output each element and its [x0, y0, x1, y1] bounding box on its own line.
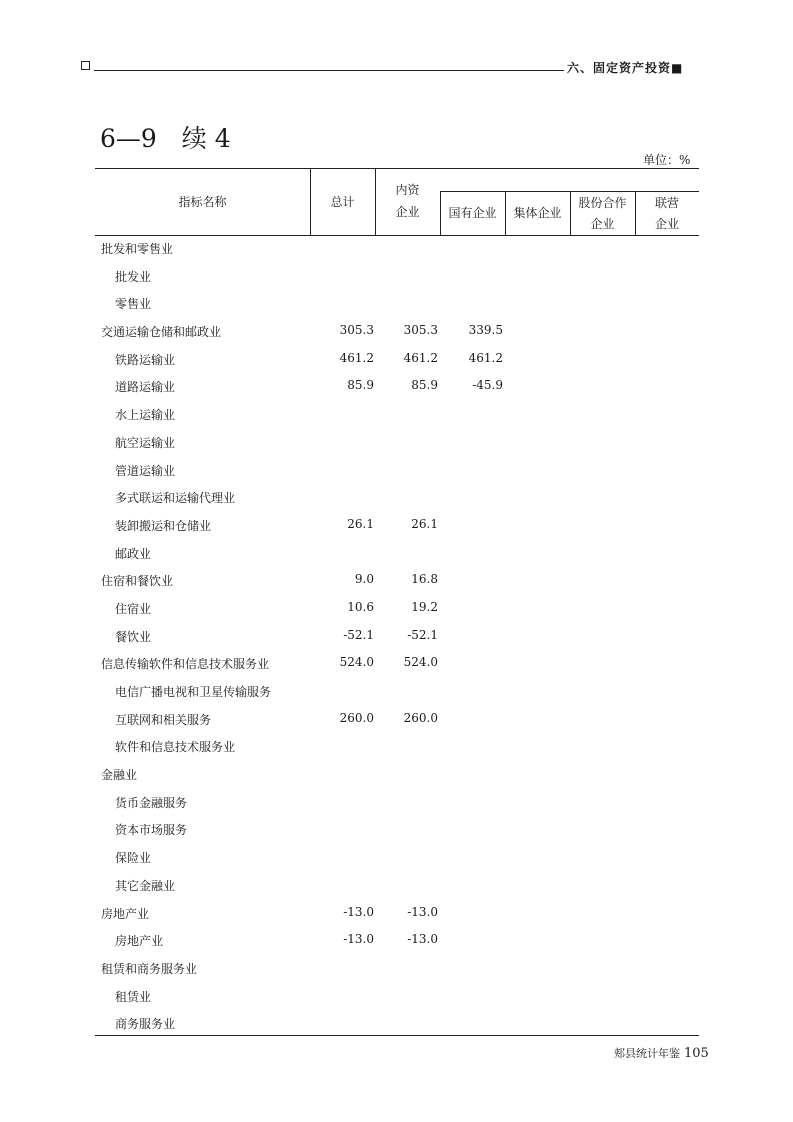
table-row: [0, 264, 793, 292]
cell-value: -13.0: [343, 932, 374, 947]
cell-value: 19.2: [411, 599, 438, 614]
cell-value: 524.0: [403, 655, 438, 670]
row-label: 互联网和相关服务: [115, 712, 212, 727]
running-header: 六、固定资产投资■: [567, 61, 684, 75]
table-row: [0, 817, 793, 845]
table-row: [0, 291, 793, 319]
col-header-state: 国有企业: [448, 206, 497, 220]
row-label: 软件和信息技术服务业: [115, 740, 236, 755]
cell-value: 26.1: [411, 516, 438, 531]
cell-value: -13.0: [407, 904, 438, 919]
table-row: [0, 430, 793, 458]
footer-book-name: 郏县统计年鉴: [614, 1047, 680, 1060]
col-header-total: 总计: [330, 195, 355, 209]
col-header-joint-venture-line1: 联营: [654, 196, 679, 210]
table-row: [0, 790, 793, 818]
col-header-joint-venture-line2: 企业: [654, 217, 679, 231]
table-row: [0, 762, 793, 790]
row-label: 铁路运输业: [115, 352, 176, 367]
row-label: 其它金融业: [115, 878, 176, 893]
table-body: [0, 236, 793, 1039]
row-label: 批发业: [115, 269, 152, 284]
cell-value: 524.0: [339, 655, 374, 670]
row-label: 邮政业: [115, 546, 152, 561]
row-label: 装卸搬运和仓储业: [115, 518, 212, 533]
row-label: 住宿业: [115, 601, 152, 616]
cell-value: 10.6: [347, 599, 374, 614]
table-row: [0, 236, 793, 264]
table-row: [0, 901, 793, 929]
row-label: 货币金融服务: [115, 795, 188, 810]
table-row: [0, 734, 793, 762]
row-label: 餐饮业: [115, 629, 152, 644]
row-label: 航空运输业: [115, 435, 176, 450]
cell-value: -13.0: [407, 932, 438, 947]
table-row: [0, 679, 793, 707]
row-label: 金融业: [101, 768, 138, 783]
cell-value: 461.2: [468, 350, 503, 365]
row-label: 信息传输软件和信息技术服务业: [101, 657, 270, 672]
table-row: [0, 873, 793, 901]
row-label: 租赁和商务服务业: [101, 961, 198, 976]
cell-value: -52.1: [407, 627, 438, 642]
col-header-joint-stock-line2: 企业: [590, 217, 615, 231]
col-header-collective: 集体企业: [513, 206, 562, 220]
header-rule: [94, 70, 564, 71]
row-label: 房地产业: [115, 934, 164, 949]
table-row: [0, 956, 793, 984]
cell-value: 26.1: [347, 516, 374, 531]
row-label: 道路运输业: [115, 380, 176, 395]
cell-value: 16.8: [411, 572, 438, 587]
table-row: [0, 928, 793, 956]
table-row: [0, 513, 793, 541]
cell-value: -13.0: [343, 904, 374, 919]
col-header-name: 指标名称: [178, 195, 227, 209]
table-title: 6—9 续 4: [100, 124, 231, 153]
row-label: 交通运输仓储和邮政业: [101, 325, 222, 340]
table-row: [0, 707, 793, 735]
cell-value: 339.5: [468, 323, 503, 338]
page-number: 105: [684, 1046, 709, 1061]
table-row: [0, 541, 793, 569]
row-label: 电信广播电视和卫星传输服务: [115, 685, 272, 699]
table-row: [0, 402, 793, 430]
cell-value: 305.3: [339, 323, 374, 338]
row-label: 管道运输业: [115, 463, 176, 478]
table-bottom-rule: [95, 1035, 699, 1036]
table-row: [0, 624, 793, 652]
row-label: 多式联运和运输代理业: [115, 491, 236, 506]
table-row: [0, 984, 793, 1012]
table-row: [0, 596, 793, 624]
cell-value: 260.0: [339, 710, 374, 725]
table-row: [0, 485, 793, 513]
cell-value: 9.0: [354, 572, 374, 587]
table-row: [0, 374, 793, 402]
row-label: 住宿和餐饮业: [101, 574, 174, 589]
row-label: 房地产业: [101, 906, 150, 921]
row-label: 零售业: [115, 297, 152, 312]
cell-value: -52.1: [343, 627, 374, 642]
table-row: [0, 347, 793, 375]
row-label: 商务服务业: [115, 1017, 176, 1032]
col-header-domestic-line1: 内资: [395, 183, 420, 197]
cell-value: 305.3: [403, 323, 438, 338]
col-header-domestic-line2: 企业: [395, 205, 420, 219]
col-header-joint-stock-line1: 股份合作: [578, 196, 627, 210]
table-top-rule: [95, 168, 699, 169]
row-label: 资本市场服务: [115, 823, 188, 838]
page-footer: [614, 1045, 709, 1061]
row-label: 保险业: [115, 851, 152, 866]
cell-value: 461.2: [403, 350, 438, 365]
table-row: [0, 568, 793, 596]
cell-value: 85.9: [347, 378, 374, 393]
row-label: 水上运输业: [115, 408, 176, 423]
unit-label: 单位：%: [643, 153, 691, 167]
table-row: [0, 651, 793, 679]
header-square-icon: [81, 61, 90, 70]
cell-value: 461.2: [339, 350, 374, 365]
table-row: [0, 319, 793, 347]
cell-value: 260.0: [403, 710, 438, 725]
row-label: 批发和零售业: [101, 242, 174, 256]
cell-value: -45.9: [472, 378, 503, 393]
table-row: [0, 458, 793, 486]
cell-value: 85.9: [411, 378, 438, 393]
row-label: 租赁业: [115, 989, 152, 1004]
table-row: [0, 845, 793, 873]
